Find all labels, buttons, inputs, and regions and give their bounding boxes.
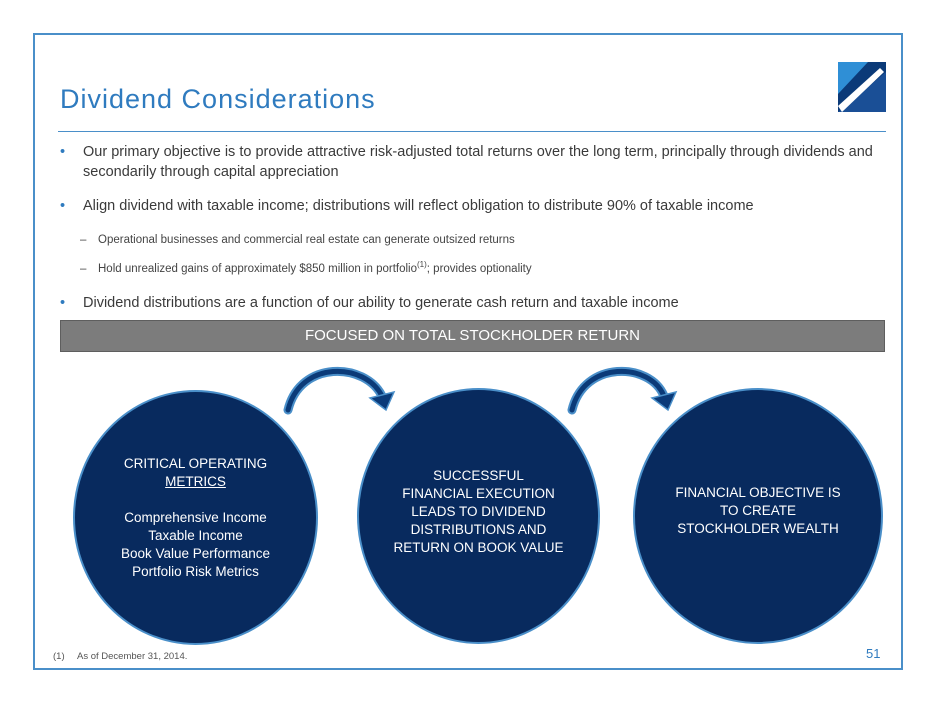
circle-financial-objective-text xyxy=(675,484,840,538)
page-number: 51 xyxy=(866,646,881,661)
sub-bullet-unrealized-gains xyxy=(58,261,878,277)
circle-heading: CRITICAL OPERATING xyxy=(123,455,268,471)
bullet-align-dividend: • Align dividend with taxable income; distributions will reflect obligation to distribute 90% of taxable income xyxy=(58,196,878,216)
circle-line: FINANCIAL EXECUTION xyxy=(402,486,555,501)
circle-line: SUCCESSFUL xyxy=(433,468,524,483)
metric-item: Comprehensive Income xyxy=(124,509,267,525)
circle-financial-execution-text xyxy=(393,467,563,557)
footnote-number: (1) xyxy=(53,651,65,662)
dash-marker: – xyxy=(80,263,87,275)
footnote-text: As of December 31, 2014. xyxy=(77,651,188,662)
circle-financial-execution xyxy=(357,388,600,644)
metric-item: Taxable Income xyxy=(148,527,243,543)
footnote xyxy=(53,651,187,662)
sub-bullet-operational xyxy=(58,232,878,248)
bullet-dividend-distributions: • Dividend distributions are a function of our ability to generate cash return and taxable income xyxy=(58,293,878,313)
footnote-ref: (1) xyxy=(417,260,427,270)
bullet-list xyxy=(58,142,878,327)
circle-heading-underlined: METRICS xyxy=(165,473,226,489)
metric-item: Book Value Performance xyxy=(120,545,271,561)
sub-bullet-gains-text-end: ; provides optionality xyxy=(426,263,532,275)
circle-line: DISTRIBUTIONS AND xyxy=(410,522,547,537)
slide-title: Dividend Considerations xyxy=(60,84,376,114)
circle-line: LEADS TO DIVIDEND xyxy=(411,504,546,519)
sub-bullet-operational-text: Operational businesses and commercial real estate can generate outsized returns xyxy=(98,234,515,246)
sub-bullet-gains-text: Hold unrealized gains of approximately $850 million in portfolio xyxy=(98,263,417,275)
circle-line: RETURN ON BOOK VALUE xyxy=(393,540,564,555)
dash-marker: – xyxy=(80,234,87,246)
title-rule xyxy=(58,131,886,132)
bullet-objective: • Our primary objective is to provide attractive risk-adjusted total returns over the long term, principally through dividends and secondarily through capital appreciation xyxy=(58,142,878,182)
focus-banner: FOCUSED ON TOTAL STOCKHOLDER RETURN xyxy=(60,320,885,352)
circle-operating-metrics xyxy=(73,390,318,645)
metric-item: Portfolio Risk Metrics xyxy=(132,563,259,579)
circle-financial-objective xyxy=(633,388,883,644)
circle-line: STOCKHOLDER WEALTH xyxy=(677,521,839,536)
circle-operating-metrics-text xyxy=(121,455,270,581)
circle-line: FINANCIAL OBJECTIVE IS xyxy=(675,485,841,500)
company-logo-icon xyxy=(838,62,886,112)
circle-line: TO CREATE xyxy=(719,503,796,518)
